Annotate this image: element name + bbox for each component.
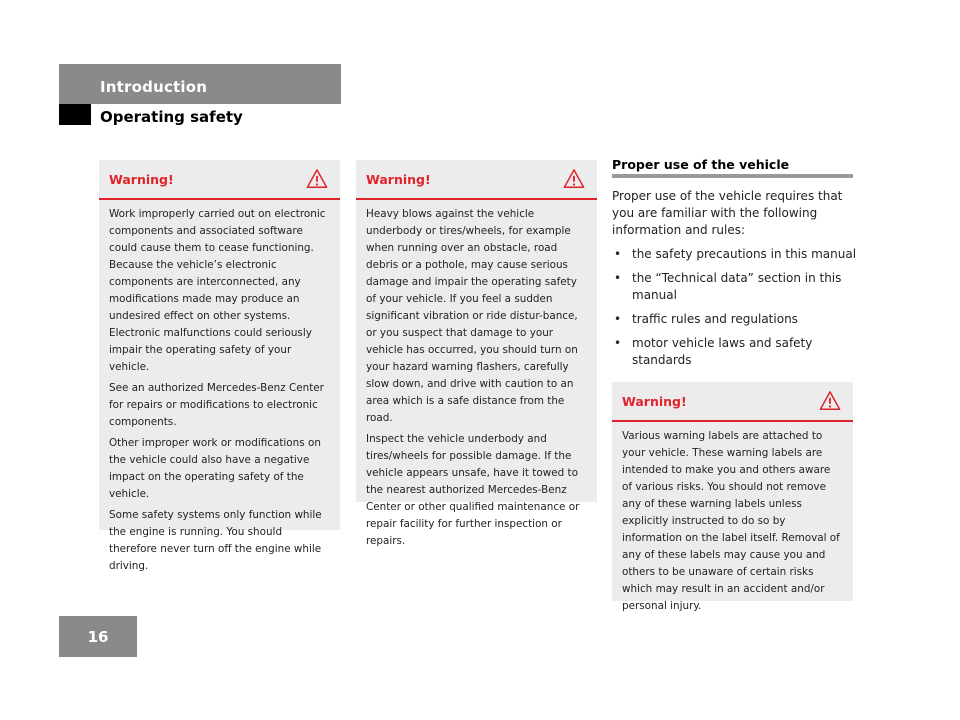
warning-box-underbody [356,160,597,547]
warning-paragraph: Various warning labels are attached to your vehicle. These warning labels are intended to make you and others aware of various risks. You should not remove any of these warning labels unless explicitly instructed to do so by information on the label itself. Removal of any of these labels may cause you and others to be unaware of certain risks which may result in an accident and/or personal injury. [622,430,840,612]
warning-body [612,422,853,625]
bullet-dot-icon: • [614,336,622,350]
section-marker [59,104,91,125]
warning-body [99,200,340,585]
warning-paragraph: Some safety systems only function while the engine is running. You should therefore never turn off the engine while driving. [109,509,322,572]
proper-use-list [612,246,857,376]
list-item-text: motor vehicle laws and safety standards [632,336,813,367]
warning-title: Warning! [366,172,431,187]
chapter-title: Introduction [100,78,208,96]
warning-triangle-icon [563,168,585,190]
warning-paragraph: Inspect the vehicle underbody and tires/wheels for possible damage. If the vehicle appears unsafe, have it towed to the nearest authorized Mercedes-Benz Center or other qualified maintenance or repair facility for further inspection or repairs. [366,433,580,547]
heading-rule [612,174,853,178]
warning-paragraph: Work improperly carried out on electronic components and associated software could cause them to cease functioning. Because the vehicle’s electronic components are interconnected, any modifications made may produce an undesired effect on other systems. Electronic malfunctions could seriously impair the operating safety of your vehicle. [109,208,326,373]
warning-triangle-icon [306,168,328,190]
warning-box-labels [612,382,853,612]
warning-header [356,160,597,200]
warning-paragraph: Other improper work or modifications on the vehicle could also have a negative impact on the operating safety of the vehicle. [109,437,321,500]
list-item-text: the “Technical data” section in this manual [632,271,842,302]
list-item [612,311,857,328]
section-title-header: Operating safety [100,108,243,126]
proper-use-heading: Proper use of the vehicle [612,157,790,172]
warning-paragraph: See an authorized Mercedes-Benz Center for repairs or modifications to electronic components. [109,382,324,428]
list-item-text: the safety precautions in this manual [632,247,857,261]
list-item [612,246,857,263]
warning-title: Warning! [109,172,174,187]
bullet-dot-icon: • [614,312,622,326]
warning-triangle-icon [819,390,841,412]
warning-paragraph: Heavy blows against the vehicle underbody or tires/wheels, for example when running over an obstacle, road debris or a pothole, may cause serious damage and impair the operating safety of your vehicle. If you feel a sudden significant vibration or ride distur-bance, or you suspect that damage to your vehicle has occurred, you should turn on your hazard warning flashers, carefully slow down, and drive with caution to an area which is a safe distance from the road. [366,208,578,424]
warning-header [612,382,853,422]
bullet-dot-icon: • [614,271,622,285]
warning-body [356,200,597,560]
list-item [612,335,857,369]
page-number: 16 [59,616,137,657]
list-item-text: traffic rules and regulations [632,312,798,326]
list-item [612,270,857,304]
warning-title: Warning! [622,394,687,409]
bullet-dot-icon: • [614,247,622,261]
warning-box-electronics [99,160,340,572]
proper-use-intro: Proper use of the vehicle requires that you are familiar with the following information and rules: [612,189,843,237]
warning-header [99,160,340,200]
